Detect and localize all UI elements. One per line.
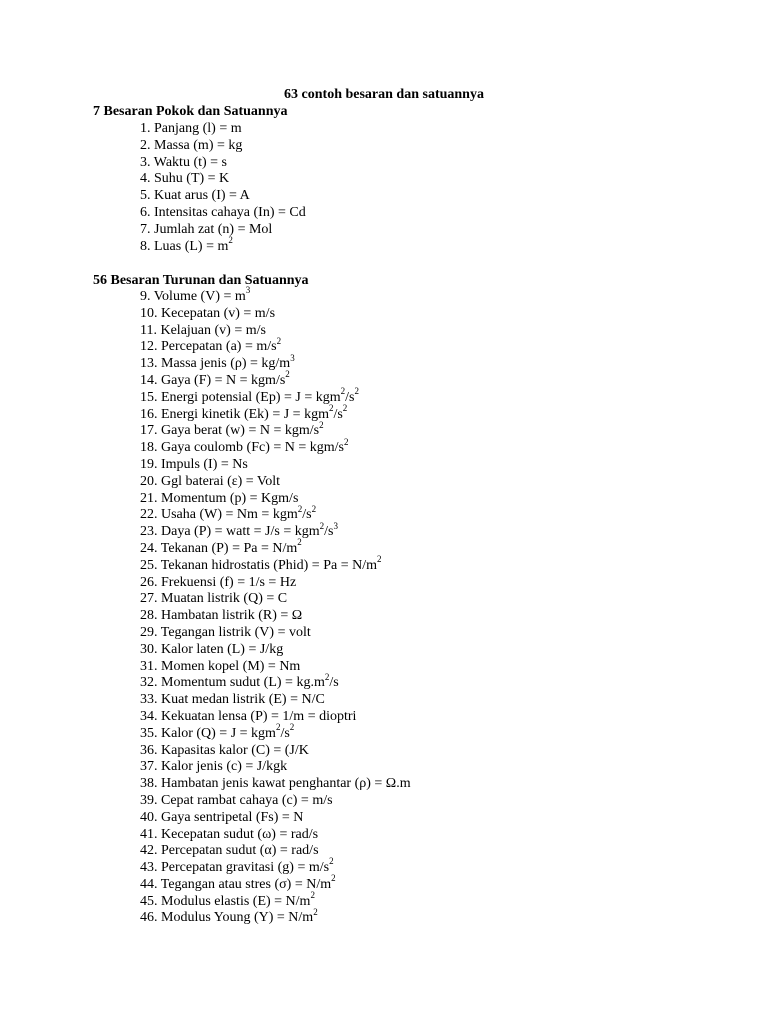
- list-item: 16. Energi kinetik $(Ek) = J = kgm^2/s^2$: [140, 402, 348, 422]
- list-item: 45. Modulus elastis $(E) = N/m^2$: [140, 890, 315, 909]
- list-item: 5. Kuat arus (I) = A: [140, 188, 250, 204]
- list-item: 3. Waktu (t) = s: [140, 154, 228, 170]
- list-item: 33. Kuat medan listrik (E) = N/C: [140, 692, 325, 708]
- list-item: 8. Luas $(L) = m^2$: [140, 234, 233, 254]
- list-item: 44. Tegangan atau stres $(\sigma) = N/m^2$: [140, 873, 336, 892]
- list-item: 30. Kalor laten (L) = J/kg: [140, 641, 284, 657]
- list-item: 43. Percepatan gravitasi $(g) = m/s^2$: [140, 856, 334, 876]
- list-item: 13. Massa jenis $(\rho) = kg/m^3$: [140, 352, 295, 372]
- list-item: 21. Momentum (p) = Kgm/s: [140, 490, 299, 506]
- list-item: 15. Energi potensial $(Ep) = J = kgm^2/s^2$: [140, 386, 359, 405]
- list-item: 10. Kecepatan (v) = m/s: [140, 305, 276, 321]
- list-item: 11. Kelajuan (v) = m/s: [140, 322, 266, 338]
- list-item: 28. Hambatan listrik (R) = Ω: [140, 608, 303, 624]
- list-item: 23. Daya (P) = watt = $J/s = kgm^2/s^3$: [140, 520, 338, 540]
- section-heading-turunan: 56 Besaran Turunan dan Satuannya: [93, 273, 309, 288]
- list-item: 29. Tegangan listrik (V) = volt: [140, 624, 311, 640]
- list-item: 41. Kecepatan sudut (ω) = rad/s: [140, 826, 319, 842]
- list-item: 36. Kapasitas kalor (C) = (J/K: [140, 742, 309, 758]
- list-item: 12. Percepatan $(a) = m/s^2$: [140, 335, 282, 355]
- list-item: 2. Massa (m) = kg: [140, 137, 243, 153]
- list-item: 31. Momen kopel (M) = Nm: [140, 658, 301, 674]
- list-item: 18. Gaya coulomb (Fc) = N = kgm/$s^2$: [140, 436, 349, 456]
- list-item: 46. Modulus Young $(Y) = N/m^2$: [140, 906, 318, 926]
- section-heading-pokok: 7 Besaran Pokok dan Satuannya: [93, 104, 288, 119]
- page-title: 63 contoh besaran dan satuannya: [284, 87, 484, 102]
- list-item: 24. Tekanan $(P) = Pa = N/m^2$: [140, 537, 302, 556]
- list-item: 40. Gaya sentripetal (Fs) = N: [140, 809, 304, 825]
- list-item: 1. Panjang (l) = m: [140, 121, 242, 136]
- list-item: 32. Momentum sudut $(L) = kg.m^2/s$: [140, 671, 339, 691]
- list-item: 37. Kalor jenis (c) = J/kgk: [140, 759, 288, 775]
- list-item: 27. Muatan listrik (Q) = C: [140, 591, 288, 607]
- list-item: 17. Gaya berat (w) = N = kgm/$s^2$: [140, 419, 324, 439]
- list-item: 20. Ggl baterai (ε) = Volt: [140, 473, 281, 489]
- list-item: 25. Tekanan hidrostatis (Phid) = $Pa = N/m^2$: [140, 554, 382, 573]
- list-besaran-pokok: [140, 121, 306, 255]
- list-item: 9. Volume $(V) = m^3$: [140, 285, 251, 304]
- list-item: 22. Usaha $(W) = Nm = kgm^2/s^2$: [140, 503, 317, 523]
- list-item: 4. Suhu (T) = K: [140, 171, 230, 187]
- list-item: 14. Gaya (F) = N = kgm/$s^2$: [140, 369, 290, 388]
- list-item: 39. Cepat rambat cahaya (c) = m/s: [140, 792, 333, 808]
- list-item: 38. Hambatan jenis kawat penghantar (ρ) = Ω.m: [140, 776, 411, 792]
- list-item: 6. Intensitas cahaya (In) = Cd: [140, 204, 306, 220]
- list-item: 26. Frekuensi (f) = 1/s = Hz: [140, 574, 297, 590]
- list-item: 35. Kalor $(Q) = J = kgm^2/s^2$: [140, 722, 295, 741]
- list-besaran-turunan: [140, 285, 411, 927]
- list-item: 7. Jumlah zat (n) = Mol: [140, 221, 273, 237]
- list-item: 19. Impuls (I) = Ns: [140, 456, 248, 472]
- list-item: 42. Percepatan sudut (α) = rad/s: [140, 843, 319, 859]
- list-item: 34. Kekuatan lensa (P) = 1/m = dioptri: [140, 708, 357, 724]
